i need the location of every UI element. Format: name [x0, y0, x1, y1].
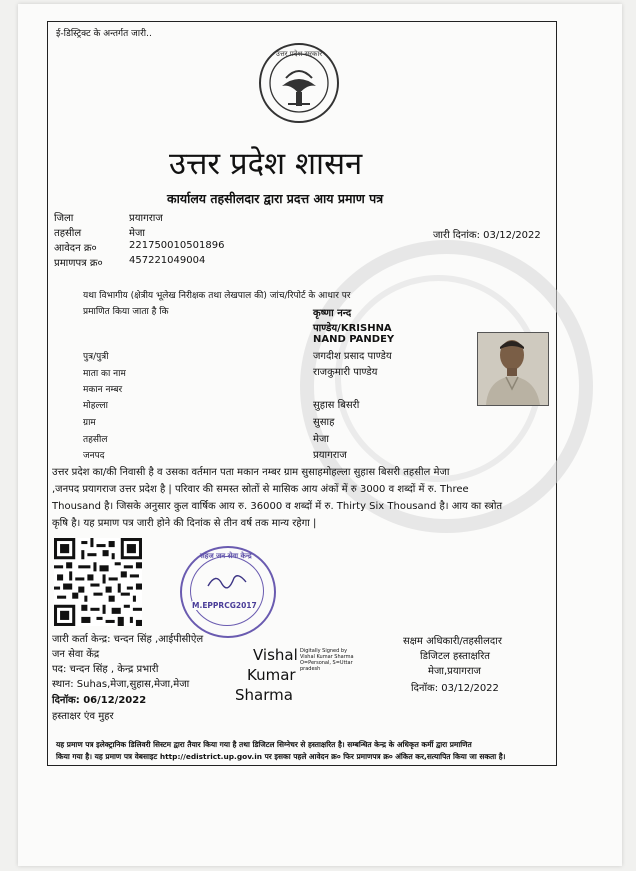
emblem-text: उत्तर प्रदेश सरकार — [276, 50, 323, 58]
authority-designation: सक्षम अधिकारी/तहसीलदार — [403, 636, 502, 647]
field-label-mohalla: मोहल्ला — [83, 401, 108, 411]
field-label-village: ग्राम — [83, 418, 96, 428]
applicant-photo — [477, 332, 549, 406]
detail-label-certificate-no: प्रमाणपत्र क्र० — [54, 258, 103, 269]
intro-line-2: प्रमाणित किया जाता है कि — [83, 307, 169, 317]
issue-date: जारी दिनांक: 03/12/2022 — [433, 230, 541, 241]
page-title: उत्तर प्रदेश शासन — [169, 146, 363, 182]
field-value-father: जगदीश प्रसाद पाण्डेय — [313, 351, 392, 362]
digital-signer-name-3: Sharma — [235, 686, 293, 704]
name-line-1: कृष्णा नन्द — [313, 308, 352, 319]
field-label-mother: माता का नाम — [83, 369, 126, 379]
detail-value-certificate-no: 457221049004 — [129, 255, 206, 266]
issuing-place: स्थान: Suhas,मेजा,सुहास,मेजा,मेजा — [52, 679, 190, 690]
digital-sign-detail-3: O=Personal, S=Uttar — [300, 660, 353, 666]
field-value-tehsil: मेजा — [313, 434, 329, 445]
detail-value-district: प्रयागराज — [129, 213, 163, 224]
field-value-village: सुसाह — [313, 417, 335, 428]
detail-label-tehsil: तहसील — [54, 228, 82, 239]
intro-line-1: यथा विभागीय (क्षेत्रीय भूलेख निरीक्षक तथा लेखपाल की) जांच/रिपोर्ट के आधार पर — [83, 291, 351, 301]
name-line-3: NAND PANDEY — [313, 334, 395, 345]
authority-date: दिनॉक: 03/12/2022 — [411, 683, 499, 694]
authority-place: मेजा,प्रयागराज — [428, 666, 481, 677]
footer-note-line-1: यह प्रमाण पत्र इलेक्ट्रानिक डिलिवरी सिस्टम द्वारा तैयार किया गया है तथा डिजिटल सिग्नेचर से हस्ताक्षरित है। सम्बन्धित केन्द्र के अधिकृत कर्मी द्वारा प्रमाणित — [56, 740, 472, 749]
field-value-mother: राजकुमारी पाण्डेय — [313, 367, 378, 378]
certificate-subtitle: कार्यालय तहसीलदार द्वारा प्रदत्त आय प्रमाण पत्र — [167, 191, 384, 206]
digital-signer-name-2: Kumar — [247, 666, 296, 684]
residence-line-2: ,जनपद प्रयागराज उत्तर प्रदेश है | परिवार की समस्त स्रोतों से मासिक आय अंकों में रु 3000 व शब्दों में रु. Three — [52, 484, 469, 495]
issuing-designation: पद: चन्दन सिंह , केन्द्र प्रभारी — [52, 664, 159, 675]
issuing-centre-line-2: जन सेवा केंद्र — [52, 649, 100, 660]
field-label-father: पुत्र/पुत्री — [83, 352, 109, 362]
issuing-date: दिनॉक: 06/12/2022 — [52, 695, 147, 706]
income-line-3: Thousand है। जिसके अनुसार कुल वार्षिक आय रु. 36000 व शब्दों में रु. Thirty Six Thousand है। आय का स्त्रोत — [52, 501, 503, 512]
edistrict-note: ई-डिस्ट्रिक्ट के अन्तर्गत जारी.. — [56, 29, 152, 39]
field-label-district: जनपद — [83, 451, 105, 461]
detail-value-application-no: 221750010501896 — [129, 240, 225, 251]
digital-signer-name-1: Vishal — [253, 646, 298, 664]
field-value-district: प्रयागराज — [313, 450, 347, 461]
digital-sign-detail-1: Digitally Signed by — [300, 648, 348, 654]
validity-line-4: कृषि है। यह प्रमाण पत्र जारी होने की दिनांक से तीन वर्ष तक मान्य रहेगा | — [52, 518, 317, 529]
detail-label-application-no: आवेदन क्र० — [54, 243, 97, 254]
digitally-signed-label: डिजिटल हस्ताक्षरित — [420, 651, 490, 662]
field-label-tehsil: तहसील — [83, 435, 108, 445]
residence-line-1: उत्तर प्रदेश का/की निवासी है व उसका वर्तमान पता मकान नम्बर ग्राम सुसाहमोहल्ला सुहास बिसरी तहसील मेजा — [52, 467, 450, 478]
person-photo-icon — [478, 333, 548, 405]
detail-value-tehsil: मेजा — [129, 228, 145, 239]
field-value-mohalla: सुहास बिसरी — [313, 400, 360, 411]
detail-label-district: जिला — [54, 213, 74, 224]
footer-note-line-2: किया गया है। यह प्रमाण पत्र वेबसाइट http://edistrict.up.gov.in पर इसका पहले आवेदन क्र० फिर प्रमाणपत्र क्र० अंकित कर,सत्यापित किया जा सकता है। — [56, 752, 506, 761]
field-label-house-no: मकान नम्बर — [83, 385, 123, 395]
digital-sign-detail-4: pradesh — [300, 666, 321, 672]
seal-signature-scribble — [206, 570, 250, 594]
qr-code — [54, 538, 142, 626]
issuing-centre: जारी कर्ता केन्द्र: चन्दन सिंह ,आईपीसीऐल — [52, 634, 204, 645]
name-line-2: पाण्डेय/KRISHNA — [313, 323, 392, 334]
csc-seal-code: M.EPPRCG2017 — [192, 601, 257, 610]
signature-and-seal-label: हस्ताक्षर एंव मुहर — [52, 711, 114, 722]
digital-sign-detail-2: Vishal Kumar Sharma — [300, 654, 354, 660]
csc-seal — [180, 546, 276, 638]
csc-seal-text: सहज जन सेवा केन्द्र — [200, 552, 252, 560]
